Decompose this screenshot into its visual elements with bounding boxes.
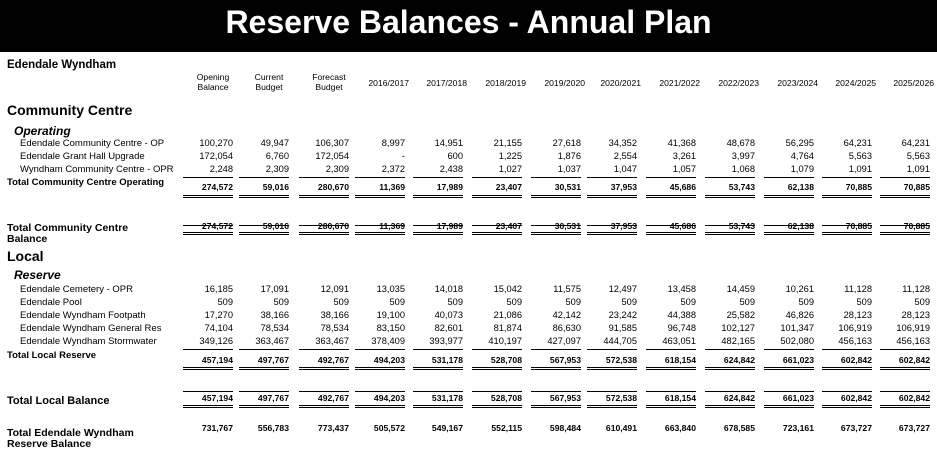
column-header: 2016/2017 — [368, 78, 409, 88]
double-underline — [587, 367, 637, 370]
value-cell: 14,951 — [434, 138, 463, 148]
section-title-community: Community Centre — [7, 102, 133, 118]
value-cell: 509 — [565, 297, 581, 307]
row-label: Edendale Pool — [20, 297, 82, 308]
value-cell: 556,783 — [257, 423, 289, 433]
value-cell: 62,138 — [787, 221, 814, 231]
value-cell: 44,388 — [667, 310, 696, 320]
value-cell: 610,491 — [605, 423, 637, 433]
value-cell: 492,767 — [317, 355, 349, 365]
underline — [705, 391, 755, 392]
underline — [764, 349, 814, 350]
double-underline — [705, 232, 755, 235]
underline — [587, 391, 637, 392]
underline — [355, 177, 405, 178]
value-cell: 549,167 — [431, 423, 463, 433]
value-cell: 509 — [621, 297, 637, 307]
value-cell: 393,977 — [429, 336, 463, 346]
value-cell: 1,079 — [790, 164, 814, 174]
row-label: Edendale Grant Hall Upgrade — [20, 151, 145, 162]
double-underline — [880, 367, 930, 370]
value-cell: 280,670 — [317, 182, 349, 192]
district-name: Edendale Wyndham — [7, 59, 117, 71]
value-cell: 45,686 — [669, 182, 696, 192]
value-cell: 3,261 — [672, 151, 696, 161]
double-underline — [822, 195, 872, 198]
underline — [413, 349, 463, 350]
subtotal-label: Total Local Reserve — [7, 350, 97, 361]
double-underline — [531, 195, 581, 198]
value-cell: 34,352 — [608, 138, 637, 148]
value-cell: 86,630 — [552, 323, 581, 333]
column-header: 2018/2019 — [485, 78, 526, 88]
value-cell: 25,582 — [726, 310, 755, 320]
double-underline — [355, 367, 405, 370]
value-cell: 600 — [447, 151, 463, 161]
value-cell: 106,919 — [896, 323, 930, 333]
value-cell: 572,538 — [605, 355, 637, 365]
underline — [646, 391, 696, 392]
value-cell: 1,225 — [498, 151, 522, 161]
value-cell: 5,563 — [906, 151, 930, 161]
value-cell: 1,091 — [906, 164, 930, 174]
value-cell: 21,155 — [493, 138, 522, 148]
value-cell: 56,295 — [785, 138, 814, 148]
value-cell: 363,467 — [255, 336, 289, 346]
double-underline — [355, 232, 405, 235]
value-cell: 456,163 — [896, 336, 930, 346]
double-underline — [705, 195, 755, 198]
value-cell: 1,037 — [557, 164, 581, 174]
value-cell: 19,100 — [376, 310, 405, 320]
value-cell: 602,842 — [898, 355, 930, 365]
double-underline — [413, 367, 463, 370]
underline — [239, 177, 289, 178]
value-cell: 2,309 — [265, 164, 289, 174]
underline — [587, 177, 637, 178]
value-cell: 463,051 — [662, 336, 696, 346]
double-underline — [472, 367, 522, 370]
value-cell: 16,185 — [204, 284, 233, 294]
underline — [822, 349, 872, 350]
double-underline — [355, 195, 405, 198]
value-cell: 509 — [333, 297, 349, 307]
underline — [472, 391, 522, 392]
value-cell: 274,572 — [201, 221, 233, 231]
double-underline — [472, 405, 522, 408]
underline — [531, 177, 581, 178]
value-cell: 14,018 — [434, 284, 463, 294]
double-underline — [764, 367, 814, 370]
value-cell: 528,708 — [490, 393, 522, 403]
value-cell: 106,919 — [838, 323, 872, 333]
double-underline — [822, 367, 872, 370]
value-cell: 27,618 — [552, 138, 581, 148]
value-cell: 13,458 — [667, 284, 696, 294]
value-cell: 505,572 — [373, 423, 405, 433]
value-cell: 602,842 — [898, 393, 930, 403]
value-cell: 11,128 — [902, 284, 930, 294]
double-underline — [764, 232, 814, 235]
value-cell: 172,054 — [199, 151, 233, 161]
underline — [531, 391, 581, 392]
value-cell: 509 — [680, 297, 696, 307]
column-header: 2025/2026 — [893, 78, 934, 88]
value-cell: 492,767 — [317, 393, 349, 403]
double-underline — [705, 405, 755, 408]
value-cell: 363,467 — [315, 336, 349, 346]
value-cell: 15,042 — [493, 284, 522, 294]
total-label: Total Community Centre Balance — [7, 222, 129, 245]
value-cell: 1,068 — [731, 164, 755, 174]
value-cell: 10,261 — [785, 284, 814, 294]
value-cell: 14,459 — [726, 284, 755, 294]
value-cell: 12,497 — [608, 284, 637, 294]
double-underline — [299, 405, 349, 408]
value-cell: 11,575 — [553, 284, 581, 294]
value-cell: 2,372 — [381, 164, 405, 174]
value-cell: 78,534 — [260, 323, 289, 333]
value-cell: 444,705 — [603, 336, 637, 346]
value-cell: 509 — [506, 297, 522, 307]
value-cell: 531,178 — [431, 355, 463, 365]
value-cell: 678,585 — [723, 423, 755, 433]
value-cell: 509 — [856, 297, 872, 307]
column-header: Opening Balance — [196, 72, 230, 92]
underline — [531, 349, 581, 350]
value-cell: 23,407 — [495, 221, 522, 231]
value-cell: 624,842 — [723, 393, 755, 403]
underline — [239, 349, 289, 350]
value-cell: - — [401, 151, 405, 161]
column-header: Current Budget — [254, 72, 284, 92]
subsection-operating: Operating — [14, 124, 71, 138]
column-header: 2020/2021 — [600, 78, 641, 88]
value-cell: 1,876 — [557, 151, 581, 161]
value-cell: 1,027 — [498, 164, 522, 174]
row-label: Edendale Wyndham Footpath — [20, 310, 146, 321]
value-cell: 1,057 — [672, 164, 696, 174]
value-cell: 4,764 — [790, 151, 814, 161]
value-cell: 28,123 — [843, 310, 872, 320]
value-cell: 100,270 — [199, 138, 233, 148]
value-cell: 1,091 — [848, 164, 872, 174]
double-underline — [587, 232, 637, 235]
double-underline — [239, 367, 289, 370]
underline — [472, 177, 522, 178]
value-cell: 48,678 — [726, 138, 755, 148]
underline — [413, 391, 463, 392]
underline — [705, 177, 755, 178]
value-cell: 30,531 — [554, 182, 581, 192]
value-cell: 13,035 — [376, 284, 405, 294]
underline — [355, 391, 405, 392]
value-cell: 23,242 — [608, 310, 637, 320]
double-underline — [183, 367, 233, 370]
value-cell: 62,138 — [787, 182, 814, 192]
row-label: Edendale Wyndham Stormwater — [20, 336, 157, 347]
column-header: 2022/2023 — [718, 78, 759, 88]
value-cell: 567,953 — [549, 393, 581, 403]
value-cell: 172,054 — [315, 151, 349, 161]
value-cell: 30,531 — [554, 221, 581, 231]
value-cell: 2,438 — [439, 164, 463, 174]
double-underline — [472, 195, 522, 198]
value-cell: 53,743 — [728, 221, 755, 231]
double-underline — [299, 232, 349, 235]
subsection-reserve: Reserve — [14, 268, 61, 282]
value-cell: 40,073 — [434, 310, 463, 320]
total-label: Total Local Balance — [7, 395, 110, 407]
value-cell: 457,194 — [201, 393, 233, 403]
value-cell: 497,767 — [257, 355, 289, 365]
section-title-local: Local — [7, 248, 44, 264]
value-cell: 567,953 — [549, 355, 581, 365]
underline — [880, 349, 930, 350]
value-cell: 41,368 — [667, 138, 696, 148]
value-cell: 502,080 — [780, 336, 814, 346]
underline — [880, 177, 930, 178]
double-underline — [880, 195, 930, 198]
column-header: Forecast Budget — [312, 72, 346, 92]
double-underline — [880, 232, 930, 235]
value-cell: 5,563 — [848, 151, 872, 161]
underline — [299, 349, 349, 350]
value-cell: 17,270 — [204, 310, 233, 320]
double-underline — [587, 405, 637, 408]
page-title: Reserve Balances - Annual Plan — [225, 4, 712, 40]
underline — [355, 349, 405, 350]
value-cell: 96,748 — [667, 323, 696, 333]
column-header: 2023/2024 — [777, 78, 818, 88]
value-cell: 509 — [217, 297, 233, 307]
value-cell: 624,842 — [723, 355, 755, 365]
value-cell: 509 — [739, 297, 755, 307]
value-cell: 64,231 — [843, 138, 872, 148]
double-underline — [764, 195, 814, 198]
value-cell: 8,997 — [381, 138, 405, 148]
value-cell: 494,203 — [373, 393, 405, 403]
row-label: Edendale Community Centre - OP — [20, 138, 165, 149]
underline — [764, 177, 814, 178]
underline — [705, 349, 755, 350]
underline — [880, 391, 930, 392]
column-header: 2021/2022 — [659, 78, 700, 88]
value-cell: 673,727 — [840, 423, 872, 433]
underline — [299, 177, 349, 178]
value-cell: 6,760 — [265, 151, 289, 161]
value-cell: 602,842 — [840, 393, 872, 403]
double-underline — [239, 405, 289, 408]
value-cell: 482,165 — [721, 336, 755, 346]
underline — [183, 177, 233, 178]
value-cell: 38,166 — [320, 310, 349, 320]
underline — [472, 349, 522, 350]
double-underline — [413, 195, 463, 198]
value-cell: 2,248 — [209, 164, 233, 174]
row-label: Edendale Cemetery - OPR — [20, 284, 133, 295]
value-cell: 528,708 — [490, 355, 522, 365]
double-underline — [183, 232, 233, 235]
value-cell: 661,023 — [782, 355, 814, 365]
value-cell: 74,104 — [204, 323, 233, 333]
underline — [646, 349, 696, 350]
double-underline — [472, 232, 522, 235]
value-cell: 70,885 — [903, 182, 930, 192]
double-underline — [183, 195, 233, 198]
double-underline — [413, 232, 463, 235]
value-cell: 37,953 — [610, 221, 637, 231]
value-cell: 59,016 — [262, 221, 289, 231]
grand-total-label: Total Edendale Wyndham Reserve Balance — [7, 427, 134, 450]
value-cell: 618,154 — [664, 355, 696, 365]
value-cell: 378,409 — [371, 336, 405, 346]
value-cell: 457,194 — [201, 355, 233, 365]
value-cell: 2,309 — [325, 164, 349, 174]
double-underline — [531, 232, 581, 235]
double-underline — [587, 195, 637, 198]
value-cell: 17,989 — [436, 182, 463, 192]
value-cell: 21,086 — [493, 310, 522, 320]
double-underline — [646, 405, 696, 408]
value-cell: 78,534 — [320, 323, 349, 333]
value-cell: 2,554 — [613, 151, 637, 161]
double-underline — [183, 405, 233, 408]
underline — [822, 177, 872, 178]
value-cell: 509 — [798, 297, 814, 307]
underline — [646, 177, 696, 178]
underline — [413, 177, 463, 178]
value-cell: 494,203 — [373, 355, 405, 365]
underline — [822, 391, 872, 392]
value-cell: 509 — [447, 297, 463, 307]
underline — [764, 391, 814, 392]
value-cell: 11,369 — [379, 221, 405, 231]
double-underline — [646, 367, 696, 370]
value-cell: 410,197 — [488, 336, 522, 346]
value-cell: 1,047 — [613, 164, 637, 174]
value-cell: 427,097 — [547, 336, 581, 346]
value-cell: 42,142 — [552, 310, 581, 320]
double-underline — [705, 367, 755, 370]
double-underline — [646, 232, 696, 235]
value-cell: 663,840 — [664, 423, 696, 433]
value-cell: 552,115 — [491, 423, 522, 433]
double-underline — [239, 195, 289, 198]
value-cell: 102,127 — [721, 323, 755, 333]
double-underline — [646, 195, 696, 198]
value-cell: 673,727 — [898, 423, 930, 433]
double-underline — [239, 232, 289, 235]
value-cell: 38,166 — [260, 310, 289, 320]
value-cell: 28,123 — [901, 310, 930, 320]
value-cell: 349,126 — [199, 336, 233, 346]
double-underline — [413, 405, 463, 408]
underline — [183, 391, 233, 392]
value-cell: 59,016 — [262, 182, 289, 192]
value-cell: 773,437 — [317, 423, 349, 433]
underline — [239, 391, 289, 392]
value-cell: 456,163 — [838, 336, 872, 346]
value-cell: 70,885 — [845, 221, 872, 231]
value-cell: 11,369 — [379, 182, 405, 192]
double-underline — [822, 405, 872, 408]
column-header: 2024/2025 — [835, 78, 876, 88]
value-cell: 53,743 — [728, 182, 755, 192]
value-cell: 81,874 — [493, 323, 522, 333]
value-cell: 618,154 — [664, 393, 696, 403]
double-underline — [355, 405, 405, 408]
value-cell: 23,407 — [495, 182, 522, 192]
value-cell: 45,686 — [669, 221, 696, 231]
value-cell: 64,231 — [901, 138, 930, 148]
value-cell: 17,989 — [436, 221, 463, 231]
underline — [587, 349, 637, 350]
double-underline — [880, 405, 930, 408]
value-cell: 531,178 — [431, 393, 463, 403]
value-cell: 598,484 — [549, 423, 581, 433]
value-cell: 731,767 — [201, 423, 233, 433]
value-cell: 70,885 — [903, 221, 930, 231]
value-cell: 3,997 — [731, 151, 755, 161]
value-cell: 11,128 — [844, 284, 872, 294]
double-underline — [764, 405, 814, 408]
row-label: Edendale Wyndham General Res — [20, 323, 162, 334]
value-cell: 509 — [273, 297, 289, 307]
value-cell: 91,585 — [608, 323, 637, 333]
column-header: 2017/2018 — [426, 78, 467, 88]
value-cell: 661,023 — [782, 393, 814, 403]
value-cell: 82,601 — [434, 323, 463, 333]
double-underline — [531, 367, 581, 370]
value-cell: 17,091 — [260, 284, 289, 294]
double-underline — [531, 405, 581, 408]
double-underline — [299, 367, 349, 370]
value-cell: 37,953 — [610, 182, 637, 192]
underline — [183, 349, 233, 350]
value-cell: 49,947 — [260, 138, 289, 148]
value-cell: 83,150 — [376, 323, 405, 333]
value-cell: 12,091 — [320, 284, 349, 294]
value-cell: 101,347 — [780, 323, 814, 333]
value-cell: 509 — [389, 297, 405, 307]
value-cell: 602,842 — [840, 355, 872, 365]
value-cell: 509 — [914, 297, 930, 307]
value-cell: 723,161 — [782, 423, 814, 433]
value-cell: 106,307 — [315, 138, 349, 148]
value-cell: 497,767 — [257, 393, 289, 403]
value-cell: 274,572 — [201, 182, 233, 192]
value-cell: 572,538 — [605, 393, 637, 403]
row-label: Wyndham Community Centre - OPR — [20, 164, 174, 175]
double-underline — [299, 195, 349, 198]
value-cell: 280,670 — [317, 221, 349, 231]
subtotal-label: Total Community Centre Operating — [7, 177, 165, 188]
column-header: 2019/2020 — [544, 78, 585, 88]
double-underline — [822, 232, 872, 235]
value-cell: 70,885 — [845, 182, 872, 192]
underline — [299, 391, 349, 392]
value-cell: 46,826 — [785, 310, 814, 320]
